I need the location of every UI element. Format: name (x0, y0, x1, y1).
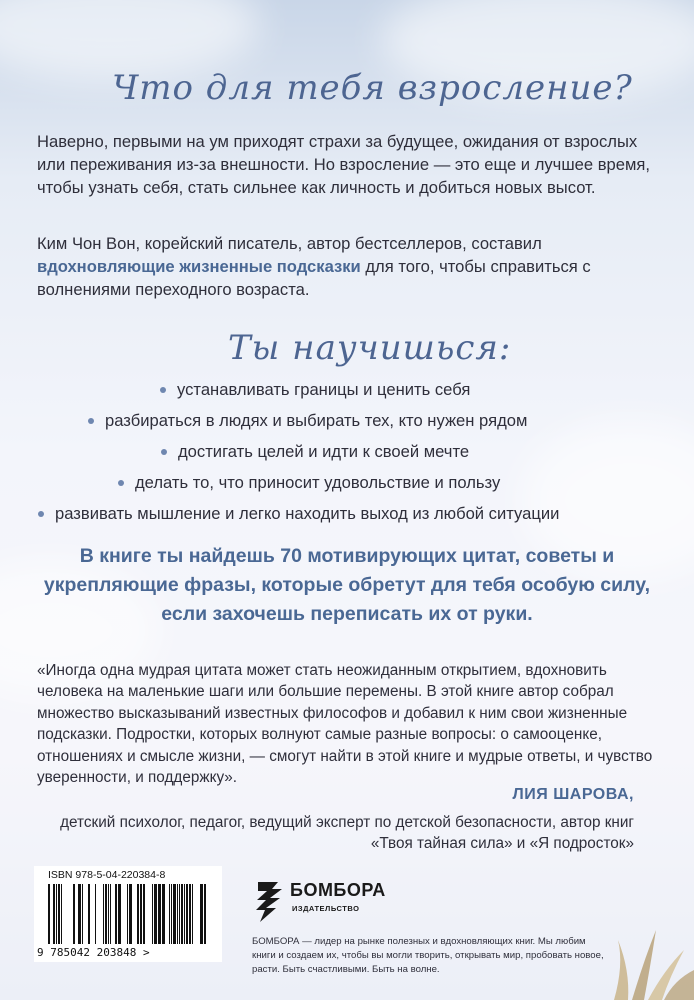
publisher-name: БОМБОРА (290, 880, 386, 900)
barcode-bar (95, 884, 96, 944)
barcode-bar (158, 884, 161, 944)
barcode-bar (118, 884, 121, 944)
bombora-logo-icon (252, 878, 286, 924)
page-title: Что для тебя взросление? (112, 68, 633, 108)
list-item-text: разбираться в людях и выбирать тех, кто нужен рядом (105, 411, 528, 430)
barcode-bar (48, 884, 50, 944)
barcode-bar (88, 884, 90, 944)
list-item (0, 378, 694, 409)
barcode-bar (154, 884, 157, 944)
list-item-text: достигать целей и идти к своей мечте (178, 442, 470, 461)
barcode-bar (143, 884, 145, 944)
author-paragraph (37, 232, 662, 301)
list-item (0, 502, 694, 533)
bullet-dot-icon (160, 387, 166, 393)
barcode-bar (186, 884, 188, 944)
barcode-bars-icon (46, 884, 210, 946)
barcode-bar (108, 884, 109, 944)
quote-credit: детский психолог, педагог, ведущий эксперт по детской безопасности, автор книг «Твоя тайная сила» и «Я подросток» (60, 814, 634, 853)
barcode-bar (169, 884, 170, 944)
publisher-blurb: БОМБОРА — лидер на рынке полезных и вдохновляющих книг. Мы любим книги и создаем их, чтобы вы могли творить, открывать мир, пробовать новое, расти. Быть счастливыми. Быть на волне. (252, 936, 604, 975)
bullet-dot-icon (118, 480, 124, 486)
barcode-bar (200, 884, 203, 944)
barcode-bar (56, 884, 57, 944)
barcode-bar (103, 884, 104, 944)
promo-text: В книге ты найдешь 70 мотивирующих цитат, советы и укрепляющие фразы, которые обретут для тебя особую силу, если захочешь переписать их от руки. (43, 545, 651, 625)
isbn-number: ISBN 978-5-04-220384-8 (48, 869, 166, 881)
bullet-dot-icon (38, 511, 44, 517)
barcode-digits: 9 785042 203848 > (37, 946, 150, 959)
barcode-bar (115, 884, 117, 944)
barcode-bar (179, 884, 180, 944)
barcode-bar (181, 884, 183, 944)
bullet-dot-icon (88, 418, 94, 424)
barcode-bar (152, 884, 153, 944)
learn-heading: Ты научишься: (228, 328, 512, 368)
list-item (0, 409, 694, 440)
barcode-bar (110, 884, 111, 944)
barcode-bar (137, 884, 139, 944)
barcode-bar (177, 884, 178, 944)
barcode-bar (171, 884, 172, 944)
barcode-bar (58, 884, 60, 944)
barcode-bar (184, 884, 185, 944)
barcode-bar (73, 884, 75, 944)
barcode-bar (204, 884, 206, 944)
barcode-bar (173, 884, 176, 944)
list-item-text: устанавливать границы и ценить себя (177, 380, 471, 399)
list-item (0, 471, 694, 502)
barcode-bar (78, 884, 81, 944)
barcode (34, 866, 222, 962)
quote-author: ЛИЯ ШАРОВА, (512, 786, 634, 803)
skills-list (0, 378, 694, 533)
grass-decoration-icon (604, 910, 694, 1000)
author-text-end: для того, чтобы справиться с волнениями переходного возраста. (37, 257, 591, 299)
barcode-bar (82, 884, 83, 944)
list-item-text: делать то, что приносит удовольствие и пользу (135, 473, 501, 492)
highlight-text: вдохновляющие жизненные подсказки (37, 257, 361, 276)
barcode-bar (192, 884, 193, 944)
barcode-bar (162, 884, 165, 944)
review-quote: «Иногда одна мудрая цитата может стать неожиданным открытием, вдохновить человека на маленькие шаги или большие перемены. В этой книге автор собрал множество высказываний известных философов и добавил к ним свои жизненные подсказки. Подростки, которых волнуют самые разные вопросы: о самооценке, отношениях и смысле жизни, — смогут найти в этой книге и мудрые ответы, и чувство уверенности, и поддержку». (37, 662, 653, 787)
barcode-bar (140, 884, 142, 944)
barcode-bar (53, 884, 55, 944)
barcode-bar (189, 884, 191, 944)
barcode-bar (105, 884, 107, 944)
barcode-bar (127, 884, 128, 944)
list-item-text: развивать мышление и легко находить выход из любой ситуации (55, 504, 560, 523)
bullet-dot-icon (161, 449, 167, 455)
author-text-start: Ким Чон Вон, корейский писатель, автор бестселлеров, составил (37, 234, 542, 253)
barcode-bar (129, 884, 132, 944)
intro-paragraph: Наверно, первыми на ум приходят страхи за будущее, ожидания от взрослых или переживания из-за внешности. Но взросление — это еще и лучшее время, чтобы узнать себя, стать сильнее как личность и добиться новых высот. (37, 132, 650, 197)
list-item (0, 440, 694, 471)
publisher-subtitle: ИЗДАТЕЛЬСТВО (292, 904, 360, 913)
barcode-bar (61, 884, 62, 944)
